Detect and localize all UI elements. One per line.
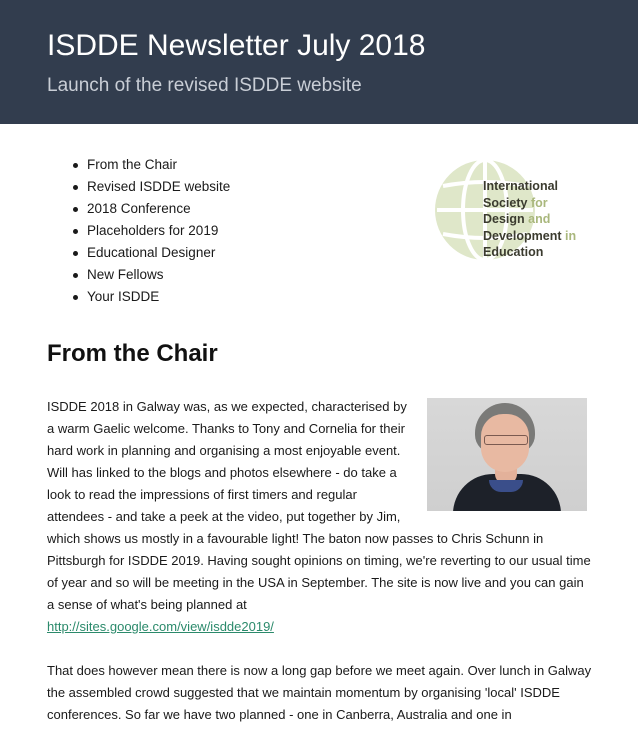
chair-photo <box>427 398 587 511</box>
toc-item-new-fellows[interactable]: New Fellows <box>70 264 230 286</box>
toc-item-2018-conference[interactable]: 2018 Conference <box>70 198 230 220</box>
article-paragraph-1: ISDDE 2018 in Galway was, as we expected, characterised by a warm Gaelic welcome. Thanks to Tony and Cornelia for their hard work in planning and organising a most enjoyable event. Will has linked to the blogs and photos elsewhere - do take a look to read the impressions of first timers and regular attendees - and take a peek at the video, put together by Jim, which shows us mostly in a favourable light! The baton now passes to Chris Schunn in Pittsburgh for ISDDE 2019. Having sought opinions on timing, we're reverting to our usual time of year and so will be meeting in the USA in September. The site is now live and you can gain a sense of what's being planned at http://sites.google.com/view/isdde2019/ <box>47 399 591 634</box>
newsletter-title: ISDDE Newsletter July 2018 <box>47 29 426 62</box>
table-of-contents <box>70 154 230 308</box>
logo-wordmark: International Society for Design and Development in Education <box>483 179 577 259</box>
toc-item-from-the-chair[interactable]: From the Chair <box>70 154 230 176</box>
newsletter-header <box>0 0 638 124</box>
toc-item-educational-designer[interactable]: Educational Designer <box>70 242 230 264</box>
isdde-logo <box>433 156 593 266</box>
newsletter-subtitle: Launch of the revised ISDDE website <box>47 75 362 96</box>
article-paragraph-2: That does however mean there is now a long gap before we meet again. Over lunch in Galway the assembled crowd suggested that we maintain momentum by organising 'local' ISDDE conferences. So far we have two planned - one in Canberra, Australia and one in <box>47 663 592 722</box>
conference-2019-link[interactable]: http://sites.google.com/view/isdde2019/ <box>47 619 274 634</box>
toc-item-revised-website[interactable]: Revised ISDDE website <box>70 176 230 198</box>
contents-area <box>0 124 638 324</box>
toc-item-your-isdde[interactable]: Your ISDDE <box>70 286 230 308</box>
section-heading-from-the-chair: From the Chair <box>47 340 218 367</box>
chair-article <box>47 396 592 748</box>
toc-item-placeholders-2019[interactable]: Placeholders for 2019 <box>70 220 230 242</box>
